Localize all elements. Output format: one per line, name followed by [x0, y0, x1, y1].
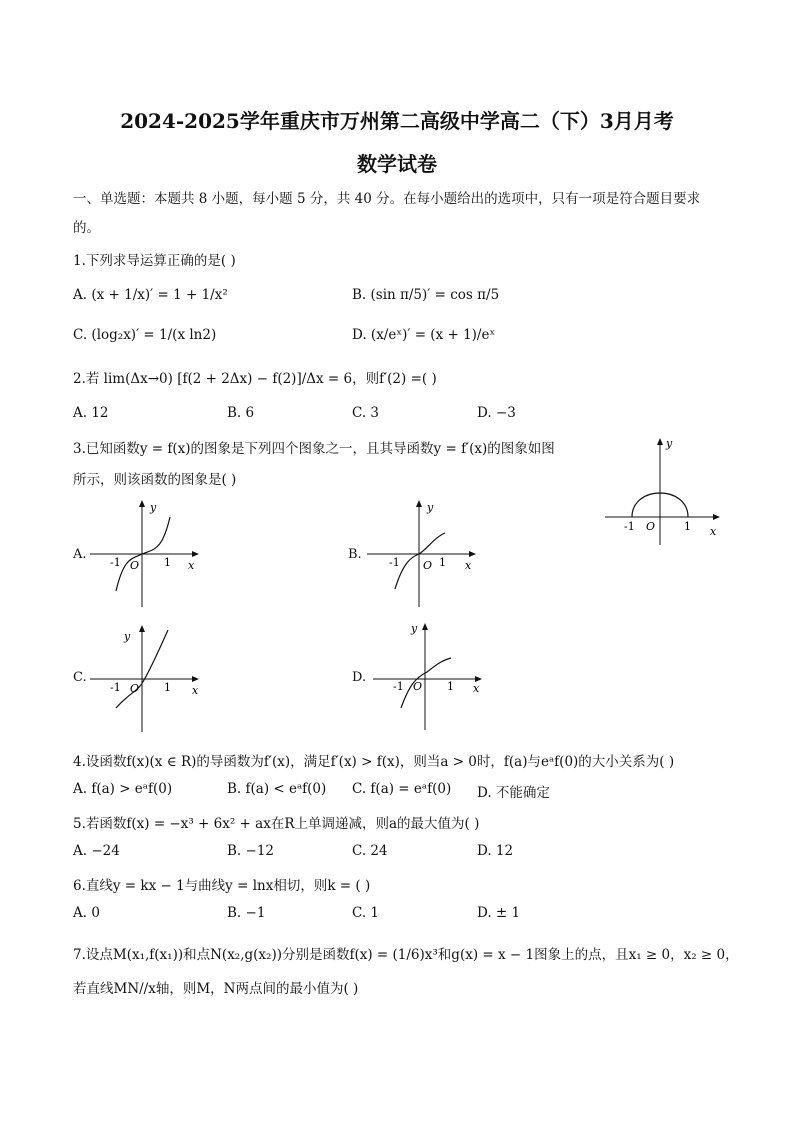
svg-text:y: y	[411, 622, 418, 635]
svg-text:y: y	[124, 630, 131, 643]
q1-stem: 1.下列求导运算正确的是( )	[73, 253, 236, 269]
svg-text:y: y	[427, 501, 434, 514]
tick-pos-label: 1	[684, 520, 691, 533]
q6-option-d: D. ± 1	[477, 905, 521, 921]
q3-option-c-label: C.	[73, 670, 87, 685]
q2-option-d: D. −3	[477, 405, 516, 421]
svg-text:O: O	[130, 559, 140, 572]
svg-text:x: x	[192, 684, 199, 697]
q5-option-a: A. −24	[73, 843, 120, 859]
svg-text:-1: -1	[110, 681, 121, 694]
q4-option-b: B. f(a) < eᵃf(0)	[227, 781, 327, 797]
section-heading: 一、单选题：本题共 8 小题，每小题 5 分，共 40 分。在每小题给出的选项中，只有一项是符合题目要求	[73, 191, 701, 207]
axis-y-label: y	[666, 437, 673, 450]
svg-text:-1: -1	[393, 680, 404, 693]
exam-subtitle: 数学试卷	[357, 152, 437, 176]
svg-text:x: x	[188, 559, 195, 572]
svg-text:-1: -1	[110, 556, 121, 569]
section-heading-cont: 的。	[73, 220, 100, 236]
svg-text:1: 1	[164, 556, 171, 569]
q2-option-b: B. 6	[227, 405, 255, 421]
q7-stem-cont: 若直线MN//x轴，则M，N两点间的最小值为( )	[73, 981, 359, 997]
q6-stem: 6.直线y = kx − 1与曲线y = lnx相切，则k = ( )	[73, 878, 371, 894]
svg-text:O: O	[130, 682, 140, 695]
svg-text:x: x	[473, 682, 480, 695]
q3-option-b-label: B.	[348, 547, 362, 562]
q3-stem: 3.已知函数y = f(x)的图象是下列四个图象之一，且其导函数y = f′(x)的图象如图	[73, 441, 555, 457]
q1-option-d: D. (x/eˣ)′ = (x + 1)/eˣ	[352, 327, 496, 343]
svg-text:O: O	[423, 559, 433, 572]
derivative-graph	[600, 435, 725, 547]
q1-option-c: C. (log₂x)′ = 1/(x ln2)	[73, 327, 217, 343]
axis-x-label: x	[710, 525, 717, 538]
tick-neg-label: -1	[624, 520, 635, 533]
svg-text:-1: -1	[389, 556, 400, 569]
graph-b-curve	[395, 533, 445, 589]
graph-b	[365, 497, 485, 609]
svg-text:O: O	[413, 680, 423, 693]
q5-option-d: D. 12	[477, 843, 514, 859]
svg-text:1: 1	[439, 556, 446, 569]
q3-option-d-label: D.	[352, 670, 367, 685]
svg-text:1: 1	[164, 681, 171, 694]
q1-option-a: A. (x + 1/x)′ = 1 + 1/x²	[73, 287, 228, 303]
q4-option-c: C. f(a) = eᵃf(0)	[352, 781, 452, 797]
svg-text:x: x	[465, 559, 472, 572]
q4-option-d: D. 不能确定	[477, 785, 550, 801]
graph-c	[88, 622, 208, 734]
q4-stem: 4.设函数f(x)(x ∈ R)的导函数为f′(x)，满足f′(x) > f(x)，则当a > 0时，f(a)与eᵃf(0)的大小关系为( )	[73, 754, 675, 770]
graph-d	[371, 620, 491, 732]
q3-option-a-label: A.	[73, 547, 87, 562]
q2-option-c: C. 3	[352, 405, 380, 421]
q6-option-a: A. 0	[73, 905, 100, 921]
q6-option-b: B. −1	[227, 905, 266, 921]
q5-option-c: C. 24	[352, 843, 388, 859]
q4-option-a: A. f(a) > eᵃf(0)	[73, 781, 173, 797]
q3-stem-cont: 所示，则该函数的图象是( )	[73, 472, 237, 488]
q5-option-b: B. −12	[227, 843, 274, 859]
svg-text:1: 1	[447, 680, 454, 693]
q6-option-c: C. 1	[352, 905, 380, 921]
graph-d-curve	[401, 658, 451, 708]
q2-option-a: A. 12	[73, 405, 109, 421]
q1-option-b: B. (sin π/5)′ = cos π/5	[352, 287, 500, 303]
exam-title: 2024-2025学年重庆市万州第二高级中学高二（下）3月月考	[120, 109, 674, 133]
graph-a	[88, 497, 208, 609]
q7-stem: 7.设点M(x₁,f(x₁))和点N(x₂,g(x₂))分别是函数f(x) = (1/6)x³和g(x) = x − 1图象上的点，且x₁ ≥ 0，x₂ ≥ 0，	[73, 947, 739, 963]
q2-stem: 2.若 lim(Δx→0) [f(2 + 2Δx) − f(2)]/Δx = 6，则f′(2) =( )	[73, 371, 437, 387]
origin-label: O	[646, 520, 656, 533]
svg-text:y: y	[150, 501, 157, 514]
q5-stem: 5.若函数f(x) = −x³ + 6x² + ax在R上单调递减，则a的最大值为( )	[73, 816, 480, 832]
